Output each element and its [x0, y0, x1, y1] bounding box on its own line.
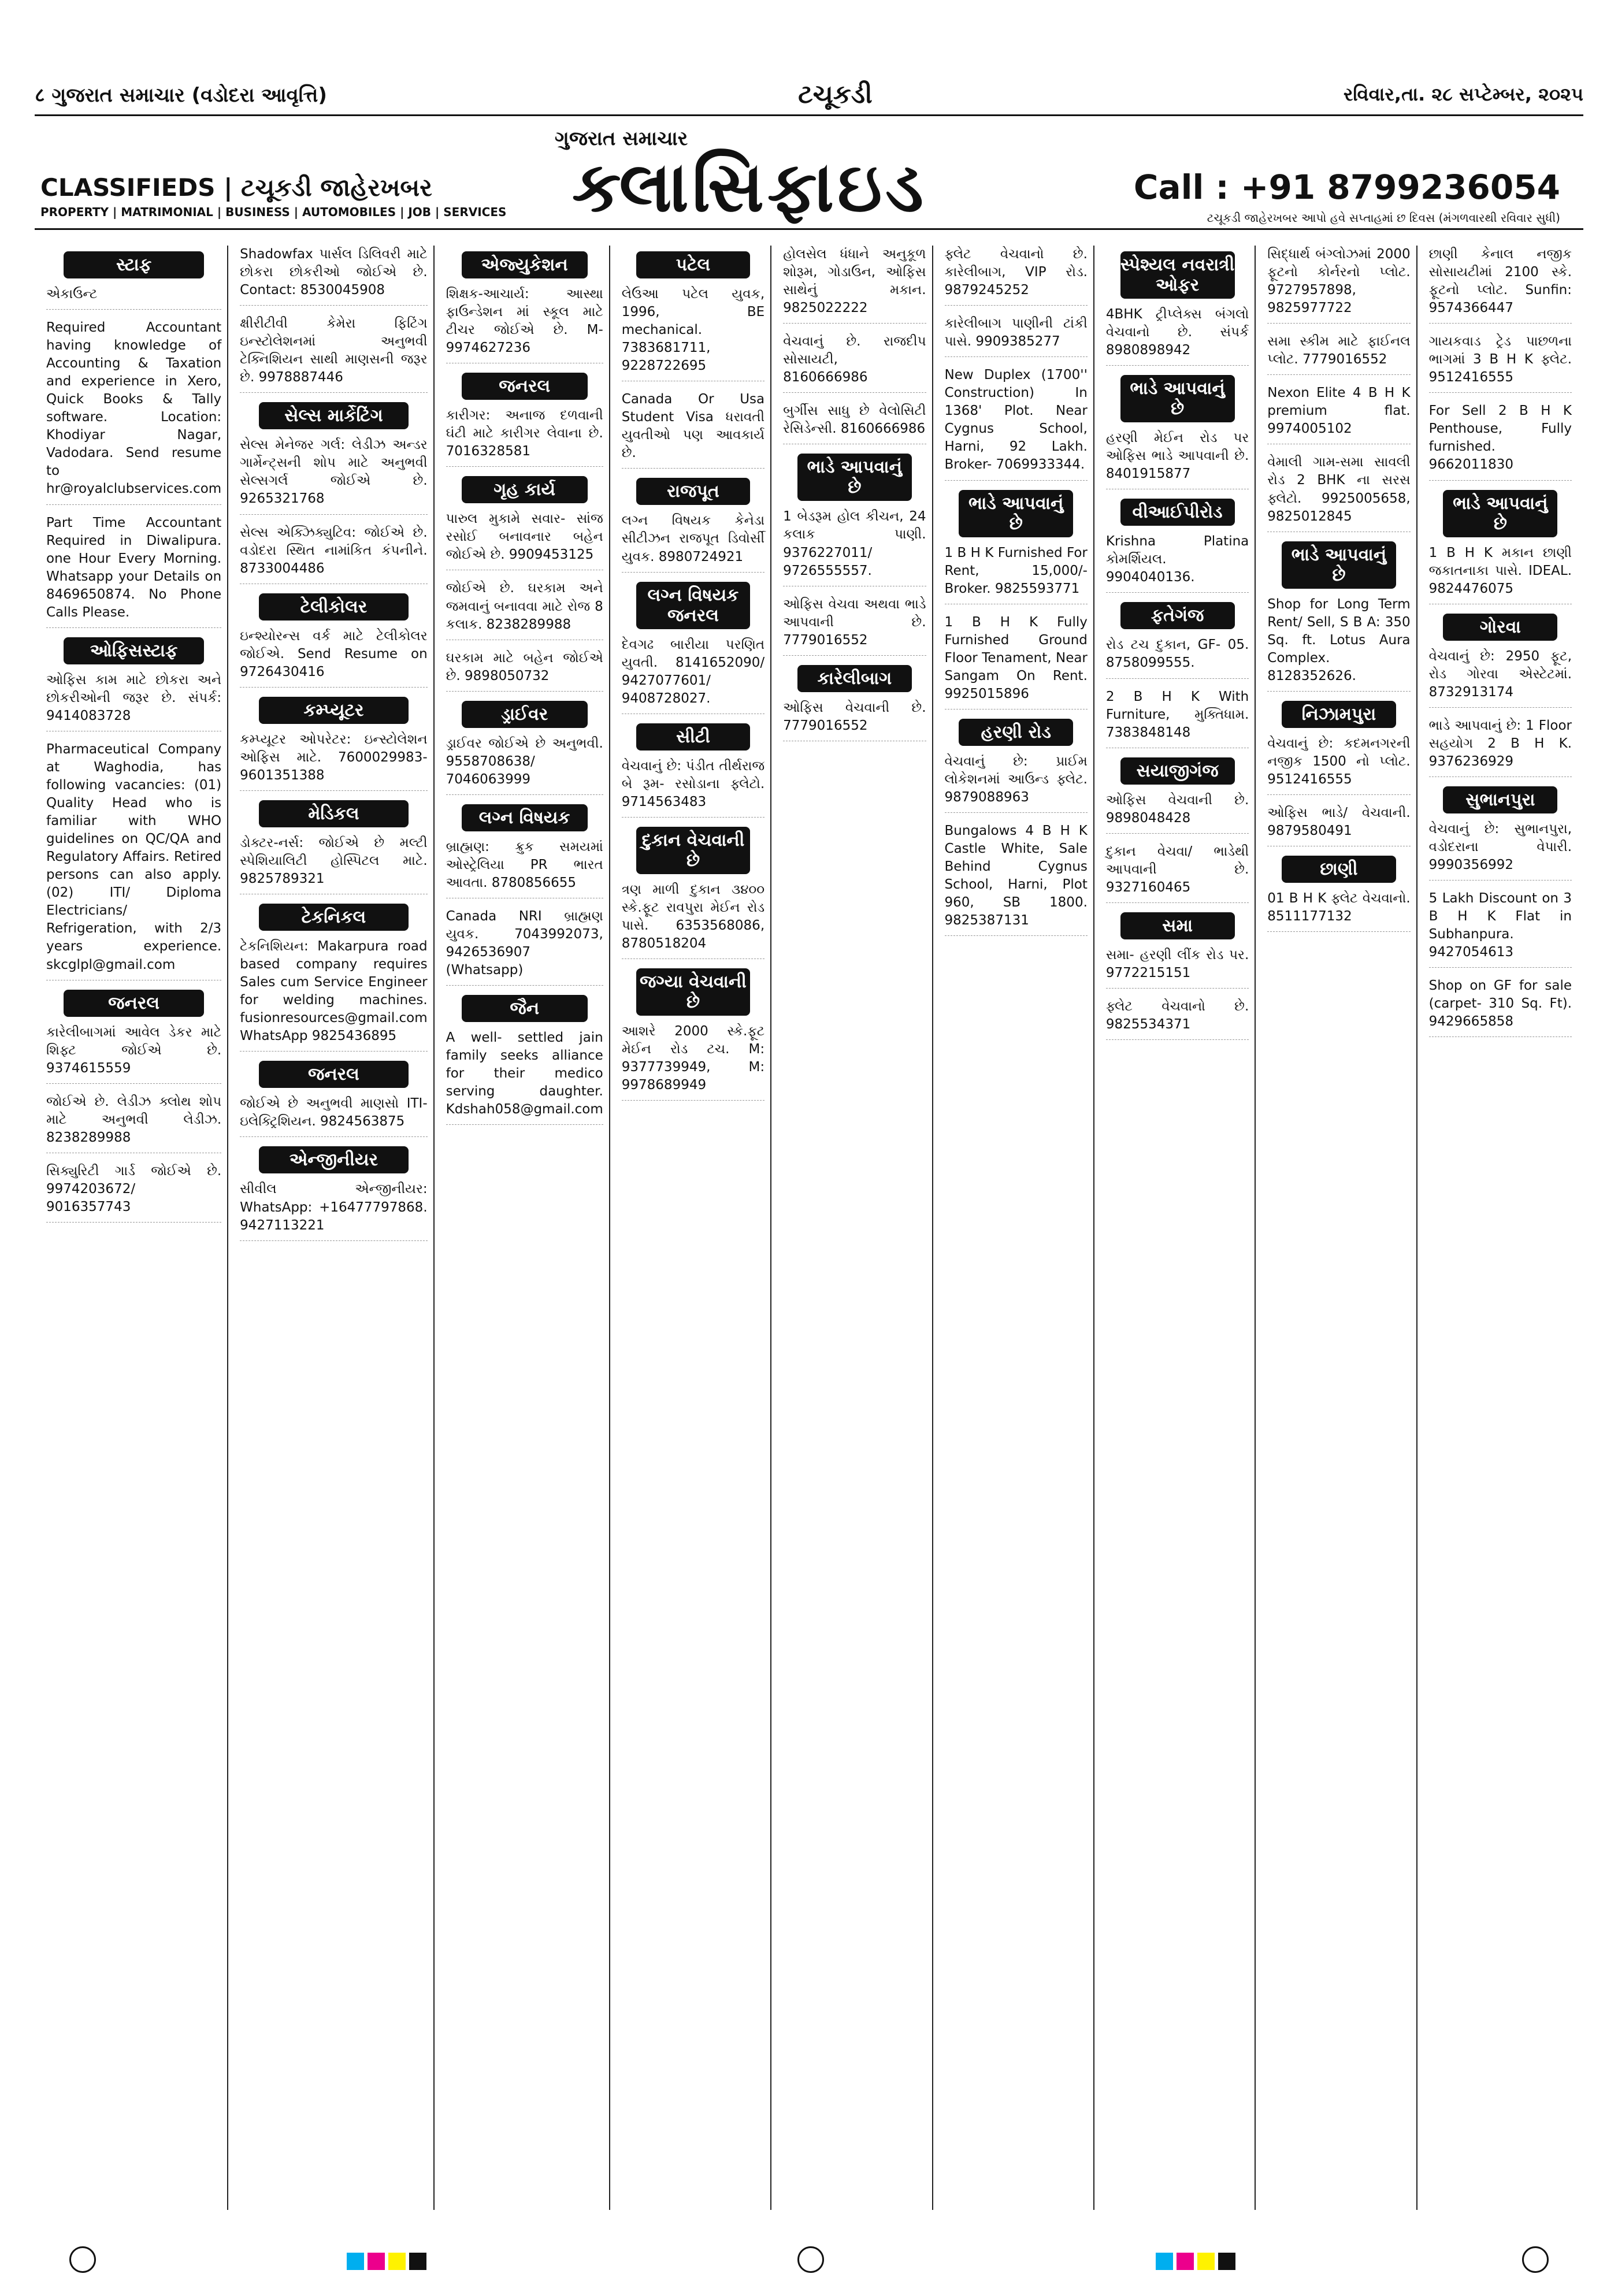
section-name: ટચૂકડી — [798, 79, 873, 109]
classified-ad: New Duplex (1700'' Construction) In 1368' Plot. Near Cygnus School, Harni, 92 Lakh. Broker- 7069933344. — [945, 366, 1088, 480]
classified-ad: 1 B H K મકાન છાણી જકાતનાકા પાસે. IDEAL. 9824476075 — [1429, 544, 1572, 604]
column — [616, 246, 771, 2210]
classified-ad: સમા સ્કીમ માટે ફાઈનલ પ્લોટ. 7779016552 — [1267, 333, 1410, 375]
classified-ad: કારેલીબાગ પાણીની ટાંકી પાસે. 9909385277 — [945, 315, 1088, 357]
newspaper-logo: ગુજરાત સમાચાર — [555, 127, 688, 150]
classified-ad: ક્ષીરીટીવી કેમેરા ફિટિંગ ઇન્સ્ટોલેશનમાં અનુભવી ટેક્નિશિયન સાથી માણસની જરૂર છે. 9978887446 — [240, 315, 427, 393]
classified-ad: જોઈએ છે. ઘરકામ અને જમવાનું બનાવવા માટે રોજ 8 કલાક. 8238289988 — [446, 579, 603, 640]
classified-ad: બ્રાહ્મણ: ક્રુક સમયમાં ઓસ્ટ્રેલિયા PR ભારત આવતા. 8780856655 — [446, 838, 603, 898]
section-heading: ટેકનિકલ — [259, 904, 409, 931]
classified-ad: જોઈએ છે. લેડીઝ ક્લોથ શોપ માટે અનુભવી લેડીઝ. 8238289988 — [46, 1093, 221, 1153]
classified-ad: 1 B H K Fully Furnished Ground Floor Tenament, Near Sangam On Rent. 9925015896 — [945, 614, 1088, 709]
classified-ad: Bungalows 4 B H K Castle White, Sale Behind Cygnus School, Harni, Plot 960, SB 1800. 9825387131 — [945, 822, 1088, 936]
classified-ad: સેલ્સ એક્ઝિક્યુટિવ: જોઈએ છે. વડોદરા સ્થિત નામાંકિત કંપનીને. 8733004486 — [240, 524, 427, 584]
classified-ad: વેચવાનું છે: પંડીત તીર્થરાજ બે રૂમ- રસોડાના ફ્લેટો. 9714563483 — [622, 757, 765, 818]
classified-ad: હોલસેલ ધંધાને અનુકૂળ શોરૂમ, ગોડાઉન, ઓફિસ સાથેનું મકાન. 9825022222 — [783, 246, 926, 324]
section-heading: કમ્પ્યૂટર — [259, 697, 409, 724]
classified-ad: વેચવાનું છે: 2950 ફૂટ, રોડ ગોરવા એસ્ટેટમાં. 8732913174 — [1429, 648, 1572, 708]
classified-ad: ટેકનિશિયન: Makarpura road based company requires Sales cum Service Engineer for welding machines. fusionresources@gmail.com WhatsApp 9825436895 — [240, 938, 427, 1052]
section-heading: જનરલ — [462, 373, 588, 400]
classified-ad: આશરે 2000 સ્કે.ફૂટ મેઈન રોડ ટચ. M: 9377739949, M: 9978689949 — [622, 1023, 765, 1101]
section-heading: કારેલીબાગ — [797, 665, 912, 692]
classified-ad: સિદ્ધાર્થ બંગ્લોઝમાં 2000 ફૂટનો કોર્નરનો પ્લોટ. 9727957898, 9825977722 — [1267, 246, 1410, 324]
column — [1423, 246, 1578, 2210]
booking-note: ટચૂકડી જાહેરખબર આપો હવે સપ્તાહમાં છ દિવસ (મંગળવારથી રવિવાર સુધી) — [1207, 211, 1560, 225]
section-heading: દુકાન વેચવાની છે — [636, 827, 751, 874]
classified-ad: હરણી મેઈન રોડ પર ઓફિસ ભાડે આપવાની છે. 8401915877 — [1106, 429, 1249, 489]
section-heading: સ્પેશ્યલ નવરાત્રી ઓફર — [1120, 251, 1235, 299]
section-heading: સુભાનપુરા — [1443, 786, 1557, 813]
classified-columns — [40, 246, 1578, 2210]
classified-ad: ઓફિસ કામ માટે છોકરા અને છોકરીઓની જરૂર છે. સંપર્ક: 9414083728 — [46, 671, 221, 731]
section-heading: ફતેગંજ — [1120, 602, 1235, 629]
section-heading: ડ્રાઈવર — [462, 701, 588, 728]
column — [939, 246, 1094, 2210]
registration-mark — [69, 2246, 96, 2273]
categories-list: PROPERTY | MATRIMONIAL | BUSINESS | AUTOMOBILES | JOB | SERVICES — [40, 205, 507, 219]
section-heading: વીઆઈપીરોડ — [1120, 499, 1235, 526]
section-heading: છાણી — [1282, 856, 1396, 883]
column — [777, 246, 933, 2210]
call-number: Call : +91 8799236054 — [1133, 168, 1560, 207]
section-heading: ભાડે આપવાનું છે — [1282, 541, 1396, 589]
section-heading: રાજપૂત — [636, 478, 751, 505]
section-heading: ટેલીકોલર — [259, 593, 409, 621]
classified-ad: સીવીલ એન્જીનીયર: WhatsApp: +16477797868. 9427113221 — [240, 1180, 427, 1240]
section-heading: ઓફિસસ્ટાફ — [64, 637, 204, 664]
classified-ad: A well- settled jain family seeks alliance for their medico serving daughter. Kdshah058@gmail.com — [446, 1029, 603, 1125]
section-heading: ગોરવા — [1443, 614, 1557, 641]
classified-ad: ભાડે આપવાનું છે: 1 Floor સહયોગ 2 B H K. 9376236929 — [1429, 717, 1572, 777]
section-heading: જનરલ — [64, 990, 204, 1017]
section-heading: લગ્ન વિષયક જનરલ — [636, 582, 751, 629]
section-heading: મેડિકલ — [259, 800, 409, 827]
section-heading: ભાડે આપવાનું છે — [1120, 375, 1235, 422]
classified-ad: ઓફિસ વેચવા અથવા ભાડે આપવાની છે. 7779016552 — [783, 596, 926, 656]
section-heading: સેલ્સ માર્કેટિંગ — [259, 402, 409, 429]
classified-ad: વેચવાનું છે: પ્રાઈમ લોકેશનમાં આઉન્ડ ફ્લેટ. 9879088963 — [945, 753, 1088, 813]
section-heading: જૈન — [462, 995, 588, 1022]
classified-ad: કમ્પ્યૂટર ઓપરેટર: ઇન્સ્ટોલેશન ઓફિસ માટે. 7600029983- 9601351388 — [240, 731, 427, 791]
classified-ad: રોડ ટચ દુકાન, GF- 05. 8758099555. — [1106, 636, 1249, 678]
column — [40, 246, 228, 2210]
classified-ad: વેચવાનું છે: સુભાનપુરા, વડોદરાના વેપારી. 9990356992 — [1429, 820, 1572, 880]
classified-ad: વેચવાનું છે. રાજદીપ સોસાયટી, 8160666986 — [783, 333, 926, 393]
section-heading: સમા — [1120, 912, 1235, 939]
classified-ad: ફ્લેટ વેચવાનો છે. 9825534371 — [1106, 998, 1249, 1040]
classifieds-title: ક્લાસિફાઇડ — [572, 147, 927, 228]
section-heading: હરણી રોડ — [959, 719, 1073, 746]
section-heading: ભાડે આપવાનું છે — [959, 490, 1073, 537]
section-heading: ભાડે આપવાનું છે — [797, 454, 912, 501]
classified-ad: Part Time Accountant Required in Diwalipura. one Hour Every Morning. Whatsapp your Details on 8469650874. No Phone Calls Please. — [46, 514, 221, 628]
classified-ad: લગ્ન વિષયક કેનેડા સીટીઝન રાજપૂત ડિવોર્સી યુવક. 8980724921 — [622, 512, 765, 572]
classified-ad: Canada NRI બ્રાહ્મણ યુવક. 7043992073, 9426536907 (Whatsapp) — [446, 908, 603, 986]
section-heading: સયાજીગંજ — [1120, 757, 1235, 785]
section-heading: નિઝામપુરા — [1282, 701, 1396, 728]
classified-ad: 01 B H K ફ્લેટ વેચવાનો. 8511177132 — [1267, 890, 1410, 932]
classified-ad: એકાઉન્ટ — [46, 285, 221, 310]
classified-ad: દુકાન વેચવા/ ભાડેથી આપવાની છે. 9327160465 — [1106, 843, 1249, 903]
section-heading: એજ્યુકેશન — [462, 251, 588, 278]
classified-ad: 4BHK ટ્રીપ્લેક્સ બંગલો વેચવાનો છે. સંપર્ક 8980898942 — [1106, 306, 1249, 366]
classified-ad: Shop on GF for sale (carpet- 310 Sq. Ft). 9429665858 — [1429, 977, 1572, 1037]
classified-ad: કારીગર: અનાજ દળવાની ઘંટી માટે કારીગર લેવાના છે. 7016328581 — [446, 407, 603, 467]
registration-mark — [797, 2246, 824, 2273]
classified-ad: બુર્ગીસ સાધુ છે વેલોસિટી રેસિડેન્સી. 8160666986 — [783, 402, 926, 444]
classified-ad: ફ્લેટ વેચવાનો છે. કારેલીબાગ, VIP રોડ. 9879245252 — [945, 246, 1088, 306]
classified-ad: વેચવાનું છે: કદમનગરની નજીક 1500 નો પ્લોટ. 9512416555 — [1267, 735, 1410, 795]
classified-ad: Shop for Long Term Rent/ Sell, S B A: 350 Sq. ft. Lotus Aura Complex. 8128352626. — [1267, 596, 1410, 692]
classified-ad: વેમાલી ગામ-સમા સાવલી રોડ 2 BHK ના સરસ ફ્લેટો. 9925005658, 9825012845 — [1267, 454, 1410, 532]
classified-ad: સિક્યુરિટી ગાર્ડ જોઈએ છે. 9974203672/ 9016357743 — [46, 1162, 221, 1223]
section-heading: લગ્ન વિષયક — [462, 804, 588, 831]
classified-ad: ઘરકામ માટે બહેન જોઈએ છે. 9898050732 — [446, 649, 603, 692]
classified-ad: ડ્રાઈવર જોઈએ છે અનુભવી. 9558708638/ 7046063999 — [446, 735, 603, 795]
classified-ad: Pharmaceutical Company at Waghodia, has following vacancies: (01) Quality Head who is familiar with WHO guidelines on QC/QA and Regulatory Affairs. Retired persons can also apply. (02) ITI/ Diploma Electricians/ Refrigeration, with 2/3 years experience. skcglpl@gmail.com — [46, 741, 221, 980]
classified-ad: જોઈએ છે અનુભવી માણસો ITI- ઇલેક્ટ્રિશિયન. 9824563875 — [240, 1095, 427, 1137]
classified-ad: Shadowfax પાર્સલ ડિલિવરી માટે છોકરા છોકરીઓ જોઈએ છે. Contact: 8530045908 — [240, 246, 427, 306]
classified-ad: કારેલીબાગમાં આવેલ ડેકર માટે શિફ્ટ જોઈએ છે. 9374615559 — [46, 1024, 221, 1084]
classifieds-label: CLASSIFIEDS | ટચૂકડી જાહેરખબર — [40, 173, 432, 202]
classified-ad: 1 B H K Furnished For Rent, 15,000/- Broker. 9825593771 — [945, 544, 1088, 604]
classified-ad: સેલ્સ મેનેજર ગર્લ: લેડીઝ અન્ડર ગાર્મેન્ટ્સની શોપ માટે અનુભવી સેલ્સગર્લ જોઈએ છે. 9265321768 — [240, 436, 427, 514]
color-bar — [1156, 2253, 1235, 2270]
classified-ad: સમા- હરણી લીંક રોડ પર. 9772215151 — [1106, 946, 1249, 989]
classified-ad: ગાયકવાડ ટ્રેડ પાછળના ભાગમાં 3 B H K ફ્લેટ. 9512416555 — [1429, 333, 1572, 393]
classified-ad: શિક્ષક-આચાર્ય: આસ્થા ફાઉન્ડેશન માં સ્કૂલ માટે ટીચર જોઈએ છે. M- 9974627236 — [446, 285, 603, 363]
column — [234, 246, 434, 2210]
classified-ad: ઓફિસ ભાડે/ વેચવાની. 9879580491 — [1267, 804, 1410, 846]
classified-ad: For Sell 2 B H K Penthouse, Fully furnished. 9662011830 — [1429, 402, 1572, 480]
section-heading: ગૃહ કાર્ય — [462, 476, 588, 503]
classified-ad: Canada Or Usa Student Visa ધરાવતી યુવતીઓ પણ આવકાર્ય છે. — [622, 391, 765, 469]
classified-ad: Nexon Elite 4 B H K premium flat. 9974005102 — [1267, 384, 1410, 444]
classified-ad: ઓફિસ વેચવાની છે. 7779016552 — [783, 699, 926, 741]
classified-ad: ઇન્શ્યોરન્સ વર્ક માટે ટેલીકોલર જોઈએ. Send Resume on 9726430416 — [240, 627, 427, 688]
classified-ad: Krishna Platina કોમર્શિયલ. 9904040136. — [1106, 533, 1249, 593]
section-heading: સ્ટાફ — [64, 251, 204, 278]
column — [1100, 246, 1256, 2210]
page-date: રવિવાર,તા. ૨૮ સપ્ટેમ્બર, ૨૦૨૫ — [1343, 83, 1583, 105]
classified-ad: છાણી કેનાલ નજીક સોસાયટીમાં 2100 સ્કે. ફૂટનો પ્લોટ. Sunfin: 9574366447 — [1429, 246, 1572, 324]
column — [440, 246, 610, 2210]
classified-ad: 5 Lakh Discount on 3 B H K Flat in Subhanpura. 9427054613 — [1429, 890, 1572, 968]
column — [1261, 246, 1417, 2210]
classified-ad: Required Accountant having knowledge of Accounting & Taxation and experience in Xero, Quick Books & Tally software. Location: Khodiyar Nagar, Vadodara. Send resume to hr@royalclubservices.com — [46, 319, 221, 504]
classified-ad: દેવગઢ બારીયા પરણિત યુવતી. 8141652090/ 9427077601/ 9408728027. — [622, 636, 765, 714]
classified-ad: 1 બેડરૂમ હોલ કીચન, 24 કલાક પાણી. 9376227011/ 9726555557. — [783, 508, 926, 586]
classified-ad: ઓફિસ વેચવાની છે. 9898048428 — [1106, 792, 1249, 834]
section-heading: જગ્યા વેચવાની છે — [636, 968, 751, 1016]
classified-ad: ત્રણ માળી દુકાન ૩૪૦૦ સ્કે.ફૂટ રાવપુરા મેઈન રોડ પાસે. 6353568086, 8780518204 — [622, 881, 765, 959]
section-heading: એન્જીનીયર — [259, 1146, 409, 1173]
section-heading: ભાડે આપવાનું છે — [1443, 490, 1557, 537]
section-heading: પટેલ — [636, 251, 751, 278]
page-header — [35, 74, 1583, 116]
classified-ad: 2 B H K With Furniture, મુક્તિધામ. 7383848148 — [1106, 688, 1249, 748]
classified-ad: પારુલ મુકામે સવાર- સાંજ રસોઈ બનાવનાર બહેન જોઈએ છે. 9909453125 — [446, 510, 603, 570]
color-bar — [347, 2253, 426, 2270]
classified-ad: ડોક્ટર-નર્સ: જોઈએ છે મલ્ટી સ્પેશિયાલિટી હોસ્પિટલ માટે. 9825789321 — [240, 834, 427, 894]
classified-ad: લેઉઆ પટેલ યુવક, 1996, BE mechanical. 7383681711, 9228722695 — [622, 285, 765, 381]
classifieds-banner — [35, 124, 1583, 230]
section-heading: જનરલ — [259, 1061, 409, 1088]
newspaper-edition: ८ ગુજરાત સમાચાર (વડોદરા આવૃત્તિ) — [35, 84, 327, 107]
registration-mark — [1522, 2246, 1549, 2273]
section-heading: સીટી — [636, 723, 751, 751]
